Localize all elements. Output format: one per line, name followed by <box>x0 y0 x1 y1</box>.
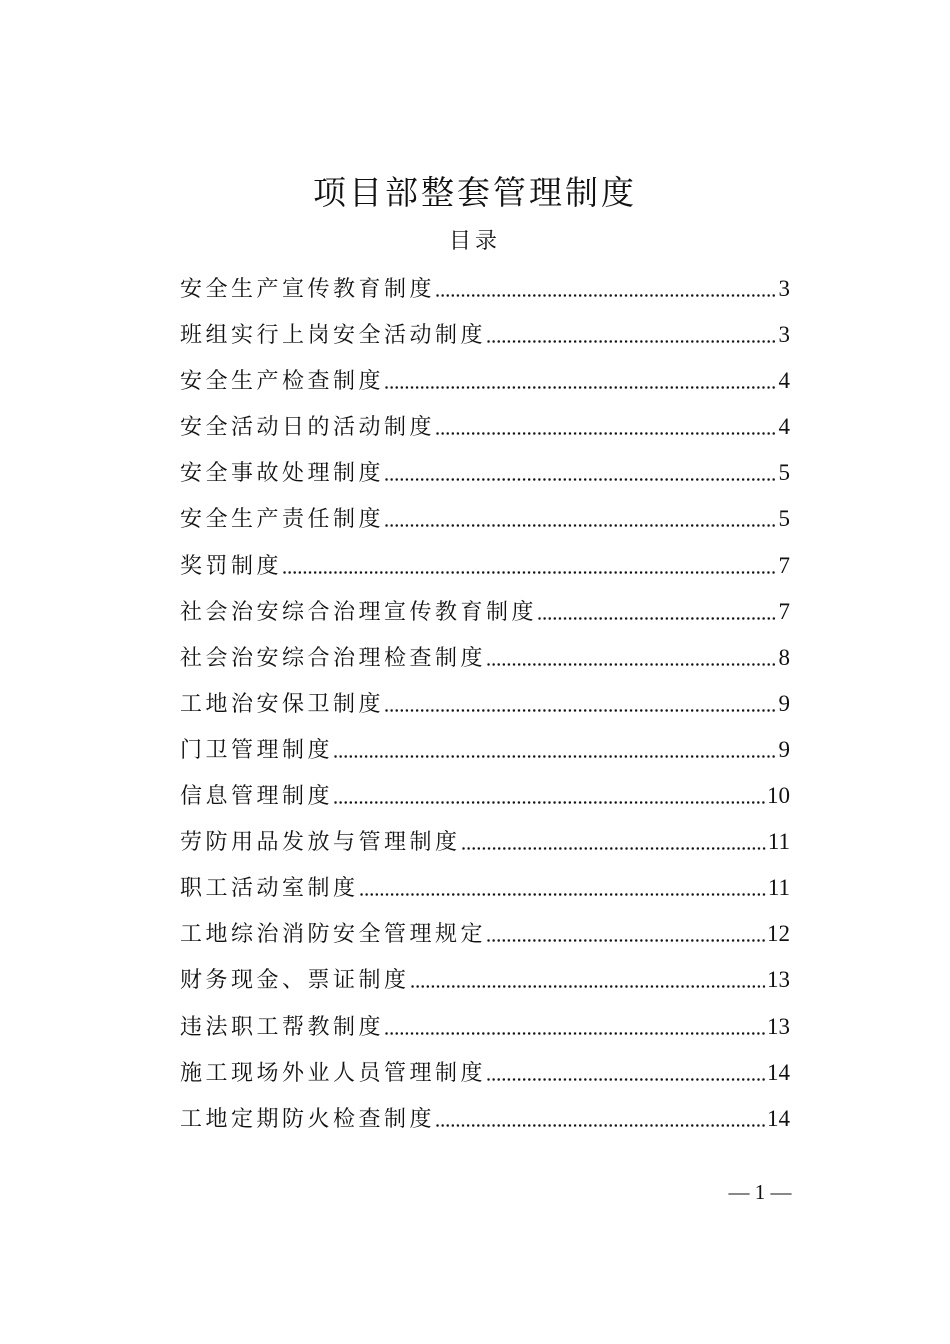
toc-entry-page: 5 <box>778 460 790 486</box>
toc-entry-title: 财务现金、票证制度 <box>180 968 410 994</box>
toc-entry[interactable] <box>180 865 790 911</box>
toc-dot-leader <box>410 969 765 989</box>
toc-entry-title: 工地治安保卫制度 <box>180 691 385 717</box>
toc-dot-leader <box>537 601 776 621</box>
toc-entry-title: 工地综治消防安全管理规定 <box>180 922 487 948</box>
toc-entry-page: 13 <box>767 967 790 993</box>
document-title: 项目部整套管理制度 <box>313 173 637 212</box>
toc-dot-leader <box>333 785 765 805</box>
toc-dot-leader <box>384 370 776 390</box>
toc-dot-leader <box>333 739 776 759</box>
toc-entry-page: 14 <box>767 1105 790 1131</box>
toc-heading: 目录 <box>448 229 501 254</box>
toc-dot-leader <box>486 1062 765 1082</box>
toc-entry[interactable] <box>180 773 790 819</box>
toc-entry-page: 5 <box>778 506 790 532</box>
toc-dot-leader <box>486 923 765 943</box>
toc-entry[interactable] <box>180 1096 790 1142</box>
toc-entry[interactable] <box>180 681 790 727</box>
toc-entry-page: 11 <box>767 829 790 855</box>
toc-entry-page: 13 <box>767 1013 790 1039</box>
toc-dot-leader <box>486 324 776 344</box>
toc-entry[interactable] <box>180 957 790 1003</box>
toc-dot-leader <box>435 278 776 298</box>
toc-entry[interactable] <box>180 358 790 404</box>
toc-dot-leader <box>461 831 766 851</box>
page-number: — 1 — <box>728 1180 792 1204</box>
toc-entry-page: 7 <box>778 598 790 624</box>
toc-entry[interactable] <box>180 312 790 358</box>
toc-entry-title: 职工活动室制度 <box>180 876 359 902</box>
toc-entry-page: 4 <box>778 368 790 394</box>
toc-entry-page: 3 <box>778 276 790 301</box>
toc-dot-leader <box>486 647 776 667</box>
toc-dot-leader <box>384 693 776 713</box>
toc-entry-page: 3 <box>778 322 790 348</box>
toc-entry-page: 9 <box>778 736 790 762</box>
toc-entry-title: 社会治安综合治理检查制度 <box>180 645 487 671</box>
toc-entry[interactable] <box>180 450 790 496</box>
toc-dot-leader <box>435 416 776 436</box>
toc-entry-title: 安全生产检查制度 <box>180 369 385 395</box>
toc-entry[interactable] <box>180 266 790 312</box>
toc-entry-page: 10 <box>767 783 790 809</box>
toc-entry[interactable] <box>180 1050 790 1096</box>
toc-entry-page: 14 <box>767 1059 790 1085</box>
toc-entry-title: 违法职工帮教制度 <box>180 1014 385 1040</box>
toc-dot-leader <box>435 1108 765 1128</box>
toc-entry-title: 奖罚制度 <box>180 553 283 579</box>
toc-entry[interactable] <box>180 543 790 589</box>
toc-entry-page: 12 <box>767 921 790 947</box>
toc-entry-title: 安全生产宣传教育制度 <box>180 277 436 302</box>
toc-entry-title: 信息管理制度 <box>180 784 334 810</box>
toc-entry[interactable] <box>180 1004 790 1050</box>
toc-entry[interactable] <box>180 819 790 865</box>
toc-entry-title: 劳防用品发放与管理制度 <box>180 830 461 856</box>
table-of-contents <box>180 266 790 1142</box>
toc-entry-title: 安全生产责任制度 <box>180 507 385 533</box>
toc-entry-title: 施工现场外业人员管理制度 <box>180 1060 487 1086</box>
toc-entry-title: 门卫管理制度 <box>180 737 334 763</box>
toc-entry-page: 11 <box>767 875 790 901</box>
toc-dot-leader <box>359 877 766 897</box>
toc-dot-leader <box>384 462 776 482</box>
toc-entry-page: 4 <box>778 414 790 440</box>
toc-entry-page: 9 <box>778 690 790 716</box>
toc-entry-title: 工地定期防火检查制度 <box>180 1106 436 1132</box>
toc-entry[interactable] <box>180 911 790 957</box>
toc-dot-leader <box>384 1016 765 1036</box>
toc-dot-leader <box>282 555 776 575</box>
toc-entry[interactable] <box>180 635 790 681</box>
toc-entry[interactable] <box>180 727 790 773</box>
toc-entry[interactable] <box>180 404 790 450</box>
toc-entry-title: 安全活动日的活动制度 <box>180 415 436 441</box>
toc-entry-page: 8 <box>778 644 790 670</box>
toc-entry-title: 班组实行上岗安全活动制度 <box>180 323 487 349</box>
toc-entry-title: 安全事故处理制度 <box>180 461 385 487</box>
toc-entry[interactable] <box>180 589 790 635</box>
toc-entry[interactable] <box>180 496 790 542</box>
toc-entry-page: 7 <box>778 552 790 578</box>
toc-dot-leader <box>384 508 776 528</box>
toc-entry-title: 社会治安综合治理宣传教育制度 <box>180 599 538 625</box>
